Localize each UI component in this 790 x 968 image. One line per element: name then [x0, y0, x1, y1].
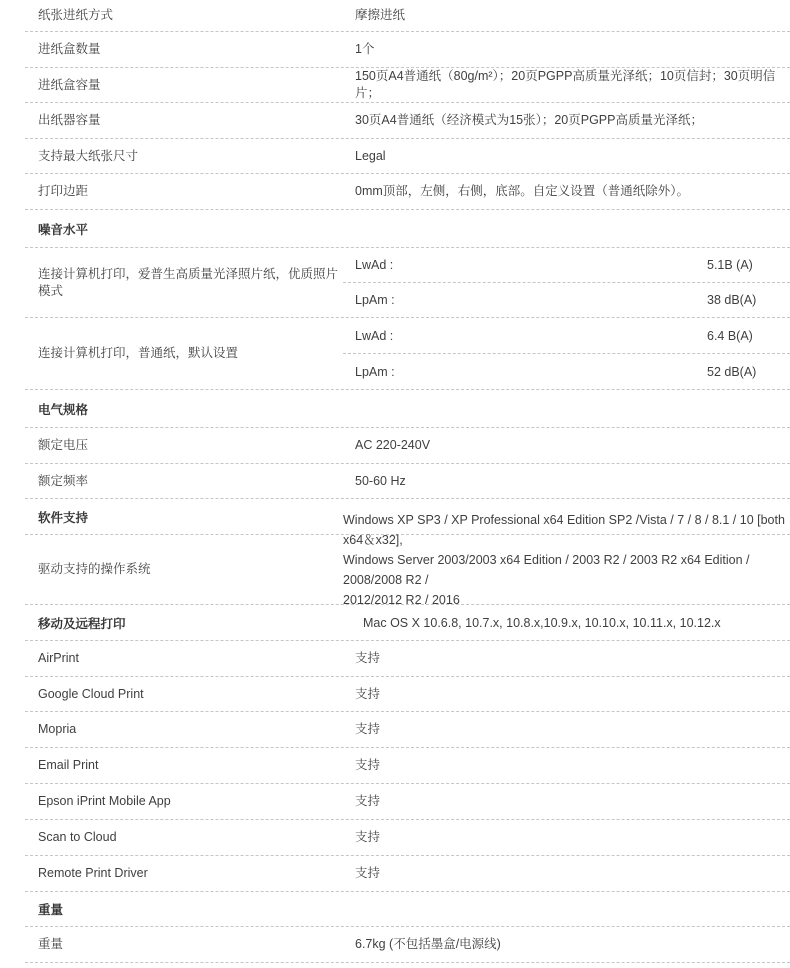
spec-label: 连接计算机打印，普通纸，默认设置	[38, 346, 239, 360]
spec-value: 摩擦进纸	[355, 8, 406, 22]
spec-value: 支持	[355, 686, 381, 701]
noise-value: 5.1B (A)	[707, 258, 753, 272]
spec-value: 支持	[355, 722, 381, 736]
spec-label: 进纸盒容量	[38, 77, 101, 92]
spec-label: Email Print	[38, 758, 99, 772]
spec-value: 1个	[355, 42, 375, 56]
section-title: 重量	[38, 903, 64, 917]
noise-subrow	[343, 283, 790, 317]
spec-value: 30页A4普通纸（经济模式为15张）；20页PGPP高质量光泽纸；	[355, 113, 703, 127]
spec-label: 打印边距	[38, 184, 89, 198]
spec-row-google-cloud-print	[25, 677, 790, 712]
spec-value: 支持	[355, 651, 381, 665]
spec-label: Google Cloud Print	[38, 686, 144, 701]
noise-subtable	[343, 248, 790, 317]
spec-label: 额定频率	[38, 473, 89, 488]
spec-label: 连接计算机打印，爱普生高质量光泽照片纸，优质照片模式	[38, 266, 339, 298]
spec-row-output-capacity	[25, 103, 790, 139]
spec-label: 出纸器容量	[38, 113, 101, 127]
section-title: 软件支持	[38, 510, 89, 525]
noise-value: 6.4 B(A)	[707, 328, 753, 343]
spec-label: Epson iPrint Mobile App	[38, 794, 171, 808]
spec-row-weight	[25, 927, 790, 963]
spec-row-cassette-count	[25, 32, 790, 68]
spec-value: 6.7kg (不包括墨盒/电源线)	[355, 937, 501, 951]
section-header-noise-level	[25, 210, 790, 248]
spec-row-airprint	[25, 641, 790, 677]
spec-value: 支持	[355, 758, 381, 772]
spec-label: Mopria	[38, 722, 77, 736]
noise-subrow	[343, 318, 790, 354]
noise-key: LpAm :	[355, 293, 395, 307]
os-list	[343, 510, 790, 630]
spec-value: 50-60 Hz	[355, 473, 406, 488]
noise-key: LwAd :	[355, 328, 394, 343]
spec-label: 额定电压	[38, 438, 89, 452]
spec-value: AC 220-240V	[355, 438, 431, 452]
noise-subrow	[343, 354, 790, 389]
spec-value: 0mm顶部，左侧，右侧，底部。自定义设置（普通纸除外）。	[355, 184, 690, 198]
spec-row-print-margin	[25, 174, 790, 210]
spec-label: Remote Print Driver	[38, 866, 148, 880]
spec-row-remote-print-driver	[25, 856, 790, 892]
spec-row-scan-to-cloud	[25, 820, 790, 856]
os-mac-versions: Mac OS X 10.6.8, 10.7.x, 10.8.x,10.9.x, 10.10.x, 10.11.x, 10.12.x	[363, 615, 721, 630]
spec-row-email-print	[25, 748, 790, 784]
spec-row-cassette-capacity	[25, 68, 790, 103]
spec-label: Scan to Cloud	[38, 830, 117, 844]
spec-label: 纸张进纸方式	[38, 8, 114, 22]
os-line-windows-2: Windows Server 2003/2003 x64 Edition / 2003 R2 / 2003 R2 x64 Edition / 2008/2008 R2 /	[343, 552, 750, 587]
noise-key: LwAd :	[355, 258, 394, 272]
os-line-windows-3	[343, 590, 790, 630]
spec-row-epson-iprint	[25, 784, 790, 820]
spec-value: 支持	[355, 794, 381, 808]
spec-label: 进纸盒数量	[38, 42, 101, 56]
section-title: 噪音水平	[38, 222, 89, 237]
spec-row-mopria	[25, 712, 790, 748]
spec-value: 支持	[355, 866, 381, 880]
noise-subrow	[343, 248, 790, 283]
printer-spec-table	[25, 0, 790, 963]
spec-row-rated-frequency	[25, 464, 790, 499]
section-header-weight	[25, 892, 790, 927]
spec-label: 重量	[38, 937, 64, 951]
spec-row-noise-plain-paper	[25, 318, 790, 390]
section-title: 电气规格	[38, 402, 89, 417]
spec-row-noise-photo-mode	[25, 248, 790, 318]
spec-row-paper-feed-method	[25, 0, 790, 32]
os-line-windows-1: Windows XP SP3 / XP Professional x64 Edition SP2 /Vista / 7 / 8 / 8.1 / 10 [both x64＆x32],	[343, 512, 785, 547]
noise-value: 38 dB(A)	[707, 293, 757, 307]
spec-label: 支持最大纸张尺寸	[38, 148, 139, 163]
noise-subtable	[343, 318, 790, 389]
section-title: 移动及远程打印	[38, 616, 126, 631]
os-windows-server-tail: 2012/2012 R2 / 2016	[343, 592, 460, 607]
noise-key: LpAm :	[355, 364, 395, 379]
spec-value: Legal	[355, 148, 386, 163]
spec-value: 支持	[355, 830, 381, 844]
spec-row-rated-voltage	[25, 428, 790, 464]
spec-label: 驱动支持的操作系统	[38, 562, 151, 576]
noise-value: 52 dB(A)	[707, 364, 757, 379]
spec-value: 150页A4普通纸（80g/m²）；20页PGPP高质量光泽纸；10页信封；30页明信片；	[355, 69, 776, 100]
spec-label: AirPrint	[38, 651, 79, 665]
spec-row-max-paper-size	[25, 139, 790, 174]
section-header-electrical	[25, 390, 790, 428]
